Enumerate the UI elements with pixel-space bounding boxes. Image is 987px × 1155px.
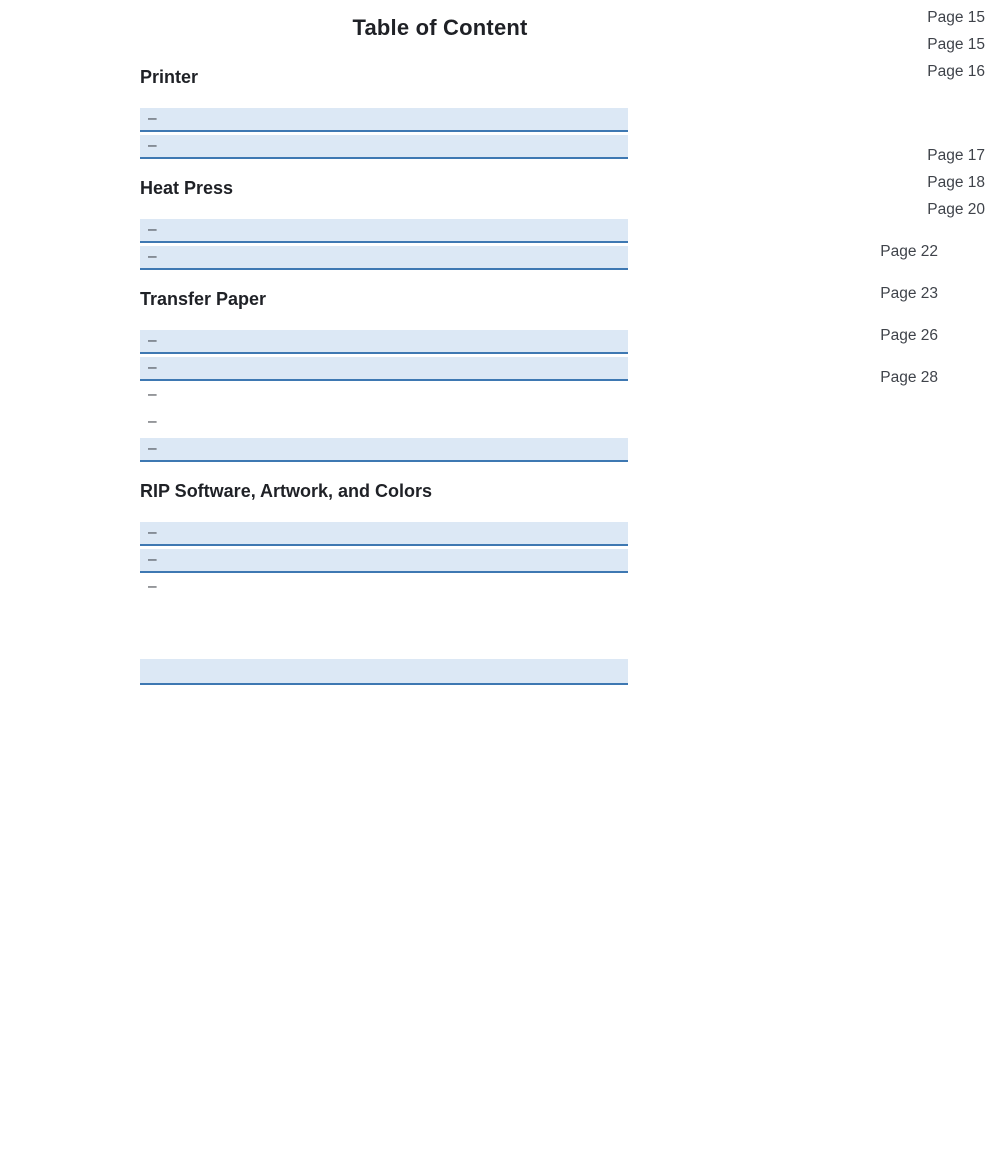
dash-bullet-icon: – xyxy=(148,332,157,349)
dash-bullet-icon: – xyxy=(148,137,157,154)
entry-page-number: Page 20 xyxy=(927,201,985,218)
page-title: Table of Content xyxy=(352,15,528,40)
dash-bullet-icon: – xyxy=(148,248,157,265)
dash-bullet-icon: – xyxy=(148,413,157,430)
section-heading: Transfer Paper xyxy=(140,289,267,309)
dash-bullet-icon: – xyxy=(148,551,157,568)
section-heading: Heat Press xyxy=(140,178,234,198)
entry-page-number: Page 15 xyxy=(927,9,985,26)
entry-page-number: Page 22 xyxy=(880,243,938,260)
dash-bullet-icon: – xyxy=(148,440,157,457)
entry-page-number: Page 17 xyxy=(927,147,985,164)
entry-page-number: Page 18 xyxy=(927,174,985,191)
dash-bullet-icon: – xyxy=(148,110,157,127)
entry-page-number: Page 16 xyxy=(927,63,985,80)
entry-page-number: Page 28 xyxy=(880,369,938,386)
dash-bullet-icon: – xyxy=(148,359,157,376)
section-heading: RIP Software, Artwork, and Colors xyxy=(140,481,433,501)
entry-page-number: Page 26 xyxy=(880,327,938,344)
dash-bullet-icon: – xyxy=(148,221,157,238)
dash-bullet-icon: – xyxy=(148,524,157,541)
section-heading: Printer xyxy=(140,67,199,87)
entry-page-number: Page 15 xyxy=(927,36,985,53)
entry-page-number: Page 23 xyxy=(880,285,938,302)
dash-bullet-icon: – xyxy=(148,386,157,403)
dash-bullet-icon: – xyxy=(148,578,157,595)
